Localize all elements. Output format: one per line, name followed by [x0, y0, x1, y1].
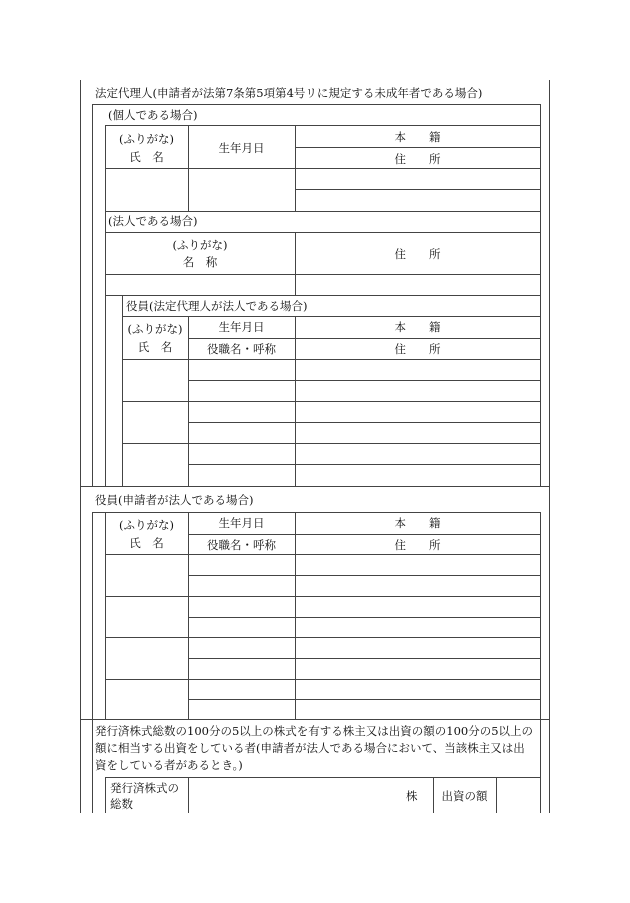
shareholders-text-line1: 発行済株式総数の100分の5以上の株式を有する株主又は出資の額の100分の5以上の — [95, 724, 534, 738]
rule-corp-header-top — [105, 232, 540, 233]
rule-app-r1 — [105, 554, 540, 555]
rule-officers-header-top — [122, 316, 540, 317]
app-birth-label: 生年月日 — [218, 516, 265, 530]
investment-amount-label: 出資の額 — [441, 789, 488, 803]
ind-furigana-label: (ふりがな) — [119, 132, 174, 146]
rule-off-r3b — [188, 464, 540, 465]
rule-app-officers-top — [92, 512, 540, 513]
corporate-heading: (法人である場合) — [108, 214, 198, 228]
rule-individual-top — [105, 125, 540, 126]
rule-app-r2b — [188, 617, 540, 618]
rule-corp-body-top — [105, 274, 540, 275]
rule-ind-body-mid — [295, 189, 540, 190]
rule-legal-rep-top — [92, 104, 540, 105]
rule-app-inner-right — [540, 512, 541, 719]
rule-section-break-2 — [80, 719, 550, 720]
rule-off-r1b — [188, 380, 540, 381]
total-shares-label-2: 総数 — [110, 797, 133, 811]
corp-name-label: 名 称 — [182, 255, 218, 269]
off-furigana-label: (ふりがな) — [127, 322, 183, 336]
rule-sh-col3 — [496, 777, 497, 813]
shareholders-text-line3: 資をしている者があるとき。) — [95, 758, 243, 772]
off-domicile-label: 本 籍 — [394, 320, 441, 334]
shares-unit-label: 株 — [406, 789, 418, 803]
rule-app-inner-left — [92, 512, 93, 719]
rule-off-r3 — [122, 443, 540, 444]
off-name-label: 氏 名 — [137, 340, 173, 354]
rule-sh-left — [92, 719, 93, 813]
ind-name-label: 氏 名 — [129, 150, 164, 164]
rule-section-break — [80, 486, 550, 487]
app-title-label: 役職名・呼称 — [207, 538, 276, 552]
rule-app-r4b — [188, 699, 540, 700]
corp-furigana-label: (ふりがな) — [172, 238, 228, 252]
rule-inner-right — [540, 104, 541, 486]
rule-off-r1 — [122, 359, 540, 360]
rule-corp-col — [295, 232, 296, 295]
rule-app-r4 — [105, 679, 540, 680]
off-birth-label: 生年月日 — [218, 320, 265, 334]
rule-app-r2 — [105, 596, 540, 597]
shareholders-text-line2: 額に相当する出資をしている者(申請者が法人である場合において、当該株主又は出 — [95, 741, 525, 755]
rule-app-r1b — [188, 575, 540, 576]
ind-birth-label: 生年月日 — [218, 141, 265, 155]
rule-app-header-mid — [188, 534, 540, 535]
rule-indent-left — [105, 125, 106, 486]
rule-sh-indent — [105, 777, 106, 813]
rule-app-r3b — [188, 658, 540, 659]
corp-address-label: 住 所 — [394, 247, 441, 261]
app-furigana-label: (ふりがな) — [119, 518, 174, 532]
legal-rep-heading: 法定代理人(申請者が法第7条第5項第4号リに規定する未成年者である場合) — [95, 86, 483, 100]
rule-off-header-mid — [188, 338, 540, 339]
off-title-label: 役職名・呼称 — [207, 342, 276, 356]
rule-sh-col1 — [188, 777, 189, 813]
app-address-label: 住 所 — [394, 538, 441, 552]
app-domicile-label: 本 籍 — [394, 516, 441, 530]
rule-shareholders-box-top — [105, 777, 540, 778]
rule-app-r3 — [105, 637, 540, 638]
applicant-officers-heading: 役員(申請者が法人である場合) — [95, 493, 254, 507]
rule-corporate-top — [105, 211, 540, 212]
ind-domicile-label: 本 籍 — [394, 130, 441, 144]
ind-address-label: 住 所 — [394, 152, 441, 166]
rule-ind-body-top — [105, 168, 540, 169]
rule-ind-col1 — [188, 125, 189, 211]
rule-sh-inner-right — [540, 719, 541, 813]
individual-heading: (個人である場合) — [108, 108, 198, 122]
rule-inner-left — [92, 104, 93, 486]
app-name-label: 氏 名 — [129, 536, 164, 550]
rule-off-r2b — [188, 422, 540, 423]
rule-off-r2 — [122, 401, 540, 402]
total-shares-label-1: 発行済株式の — [110, 781, 179, 795]
officers-heading: 役員(法定代理人が法人である場合) — [126, 299, 308, 313]
rule-officers-top — [105, 295, 540, 296]
rule-ind-mid — [295, 147, 540, 148]
off-address-label: 住 所 — [394, 342, 441, 356]
